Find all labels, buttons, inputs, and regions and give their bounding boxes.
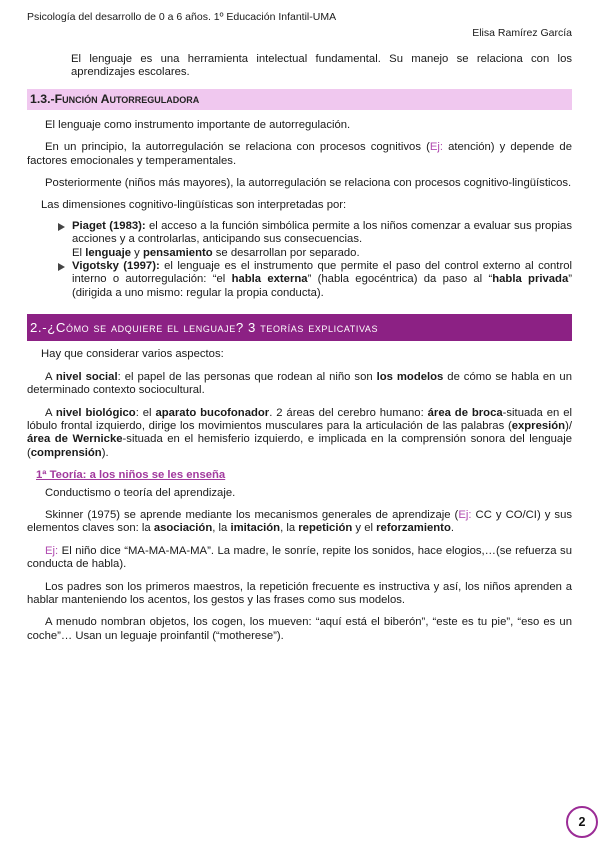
paragraph: Skinner (1975) se aprende mediante los mecanismos generales de aprendizaje (Ej: CC y CO/CI) y sus elementos claves son: la asociación, la imitación, la repetición y el reforzamiento. — [27, 508, 572, 535]
paragraph: Hay que considerar varios aspectos: — [41, 348, 224, 361]
example-label: Ej: — [458, 508, 472, 521]
arrow-bullet-icon — [58, 263, 65, 271]
page-body — [27, 53, 572, 643]
section-number: 1.3.- — [30, 91, 55, 106]
paragraph: En un principio, la autorregulación se relaciona con procesos cognitivos (Ej: atención) y depende de factores emocionales y temperamentales. — [27, 141, 572, 167]
paragraph: El lenguaje como instrumento importante de autorregulación. — [45, 118, 351, 131]
list-item-vygotsky: Vigotsky (1997): el lenguaje es el instrumento que permite el paso del control externo al control interno o autorregulación: “el habla externa” (habla egocéntrica) da paso al “habla privada” (dirigida a uno mismo: regular la propia conducta). — [27, 260, 572, 300]
header-author: Elisa Ramírez García — [472, 27, 572, 39]
example-label: Ej: — [45, 544, 59, 557]
paragraph: A nivel social: el papel de las personas que rodean al niño son los modelos de cómo se habla en un determinado contexto sociocultural. — [27, 370, 572, 397]
section-title: 2.-¿Cómo se adquiere el lenguaje? 3 teorías explicativas — [30, 320, 379, 336]
section-title: Función Autorreguladora — [54, 91, 200, 106]
page-number: 2 — [566, 806, 598, 838]
list-item-piaget: Piaget (1983): el acceso a la función simbólica permite a los niños comenzar a evaluar sus propias acciones y a controlarlas, anticipando sus consecuencias. El lenguaje y pensamiento se desarrollan por separado. — [27, 220, 572, 260]
section-heading-2 — [27, 314, 572, 341]
example-label: Ej: — [429, 141, 444, 154]
theorists-list — [27, 220, 572, 300]
paragraph: Las dimensiones cognitivo-lingüísticas son interpretadas por: — [41, 199, 347, 212]
paragraph: Ej: El niño dice “MA-MA-MA-MA”. La madre, le sonríe, repite los sonidos, hace elogios,…(se refuerza su conducta de habla). — [27, 544, 572, 571]
paragraph: A nivel biológico: el aparato bucofonador. 2 áreas del cerebro humano: área de broca-situada en el lóbulo frontal izquierdo, dirige los movimientos musculares para la articulación de las palabras (expresión)/área de Wernicke-situada en el hemisferio izquierdo, e implicada en la comprensión sonora del lenguaje (comprensión). — [27, 406, 572, 459]
paragraph: A menudo nombran objetos, los cogen, los mueven: “aquí está el biberón”, “este es tu pie”, “eso es un coche”… Usan un leguaje proinfantil (“motherese”). — [27, 616, 572, 642]
arrow-bullet-icon — [58, 223, 65, 231]
paragraph: Posteriormente (niños más mayores), la autorregulación se relaciona con procesos cognitivo-lingüísticos. — [45, 177, 572, 190]
intro-paragraph: El lenguaje es una herramienta intelectual fundamental. Su manejo se relaciona con los aprendizajes escolares. — [71, 53, 572, 79]
paragraph: Conductismo o teoría del aprendizaje. — [45, 486, 236, 499]
paragraph: Los padres son los primeros maestros, la repetición frecuente es instructiva y así, los niños aprenden a hablar manteniendo los acentos, los gestos y las frases como sus modelos. — [27, 580, 572, 606]
header-course-title: Psicología del desarrollo de 0 a 6 años. 1º Educación Infantil-UMA — [27, 11, 337, 23]
section-heading-1-3 — [27, 89, 572, 110]
theory-1-heading: 1ª Teoría: a los niños se les enseña — [36, 469, 226, 482]
